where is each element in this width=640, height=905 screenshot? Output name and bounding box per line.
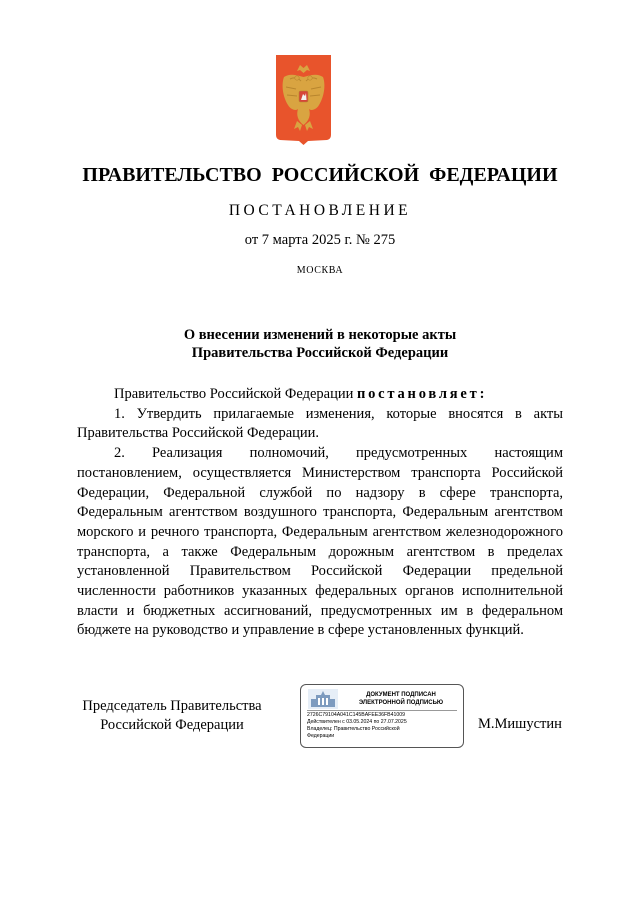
signatory-position-line-2: Российской Федерации xyxy=(100,717,244,733)
document-type: ПОСТАНОВЛЕНИЕ xyxy=(228,202,412,219)
city: МОСКВА xyxy=(296,265,344,276)
decree-intro-text: Правительство Российской Федерации xyxy=(114,386,357,402)
stamp-title-line-1: ДОКУМЕНТ ПОДПИСАН xyxy=(366,692,436,698)
signatory-position-line-1: Председатель Правительства xyxy=(82,698,262,714)
certificate-owner-line-2: Федерации xyxy=(307,733,335,739)
stamp-title-line-2: ЭЛЕКТРОННОЙ ПОДПИСЬЮ xyxy=(358,700,444,706)
stamp-divider xyxy=(307,710,457,711)
date-and-number: от 7 марта 2025 г. № 275 xyxy=(244,232,396,248)
government-title: ПРАВИТЕЛЬСТВО РОССИЙСКОЙ ФЕДЕРАЦИИ xyxy=(82,164,558,186)
subject-line-2: Правительства Российской Федерации xyxy=(191,345,449,361)
subject-line-1: О внесении изменений в некоторые акты xyxy=(183,327,457,343)
paragraph-2: 2. Реализация полномочий, предусмотренных настоящим постановлением, осуществляется Министерством транспорта Российской Федерации, Федеральной службой по надзору в сфере транспорта, Федеральным агентством воздушного транспорта, Федеральным агентством морского и речного транспорта, Федеральным агентством железнодорожного транспорта, а также Федеральным дорожным агентством в пределах установленной Правительством Российской Федерации предельной численности работников указанных федеральных органов исполнительной власти и бюджетных ассигнований, предусмотренных им в федеральном бюджете на руководство и управление в сфере установленных функций. xyxy=(77,445,563,639)
certificate-owner-line-1: Владелец: Правительство Российской xyxy=(307,726,400,732)
paragraph-1: 1. Утвердить прилагаемые изменения, которые вносятся в акты Правительства Российской Федерации. xyxy=(77,405,563,442)
certificate-validity: Действителен с 03.05.2024 по 27.07.2025 xyxy=(307,719,407,725)
building-icon xyxy=(308,689,338,709)
stamp-title xyxy=(343,691,459,707)
signatory-name: М.Мишустин xyxy=(478,716,562,732)
signatory-position xyxy=(77,697,267,735)
electronic-signature-stamp xyxy=(300,684,464,748)
certificate-number: 2726C79104A041C145BAFEE36FB41009 xyxy=(307,712,406,718)
document-body xyxy=(77,385,563,641)
decree-word: постановляет: xyxy=(356,386,488,402)
document-subject xyxy=(0,326,640,362)
decree-intro xyxy=(77,385,563,405)
coat-of-arms-emblem xyxy=(276,55,331,145)
